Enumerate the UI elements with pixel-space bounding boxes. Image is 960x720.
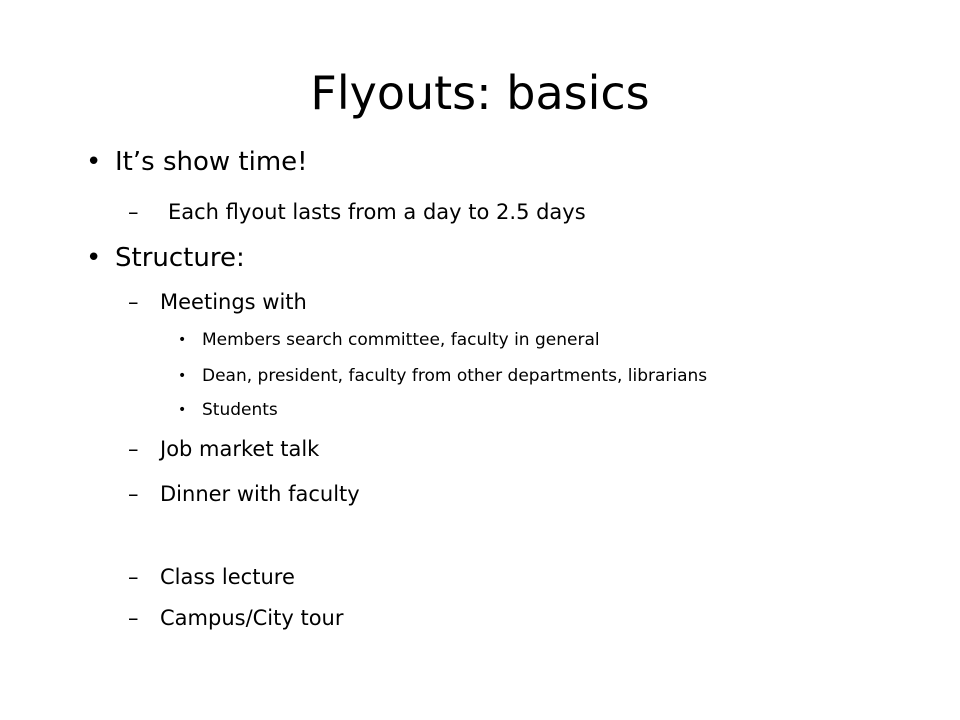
sub-item-campus-tour: Campus/City tour [160,606,344,630]
bullet-icon: • [178,402,187,418]
bullet-icon: • [178,332,187,348]
bullet-icon: • [178,368,187,384]
dash-icon: – [128,565,139,589]
bullet-item-show-time: It’s show time! [115,147,308,177]
sub-item-flyout-duration: Each flyout lasts from a day to 2.5 days [168,200,586,224]
bullet-icon: • [86,243,102,273]
sub-item-dinner: Dinner with faculty [160,482,360,506]
sub-item-job-market-talk: Job market talk [160,437,320,461]
bullet-icon: • [86,147,102,177]
dash-icon: – [128,482,139,506]
sub-sub-item-members: Members search committee, faculty in general [202,330,600,350]
dash-icon: – [128,606,139,630]
dash-icon: – [128,200,139,224]
dash-icon: – [128,437,139,461]
sub-item-meetings: Meetings with [160,290,307,314]
dash-icon: – [128,290,139,314]
bullet-item-structure: Structure: [115,243,245,273]
slide-title: Flyouts: basics [310,66,650,120]
sub-item-class-lecture: Class lecture [160,565,295,589]
sub-sub-item-students: Students [202,400,278,420]
sub-sub-item-dean: Dean, president, faculty from other departments, librarians [202,366,708,386]
